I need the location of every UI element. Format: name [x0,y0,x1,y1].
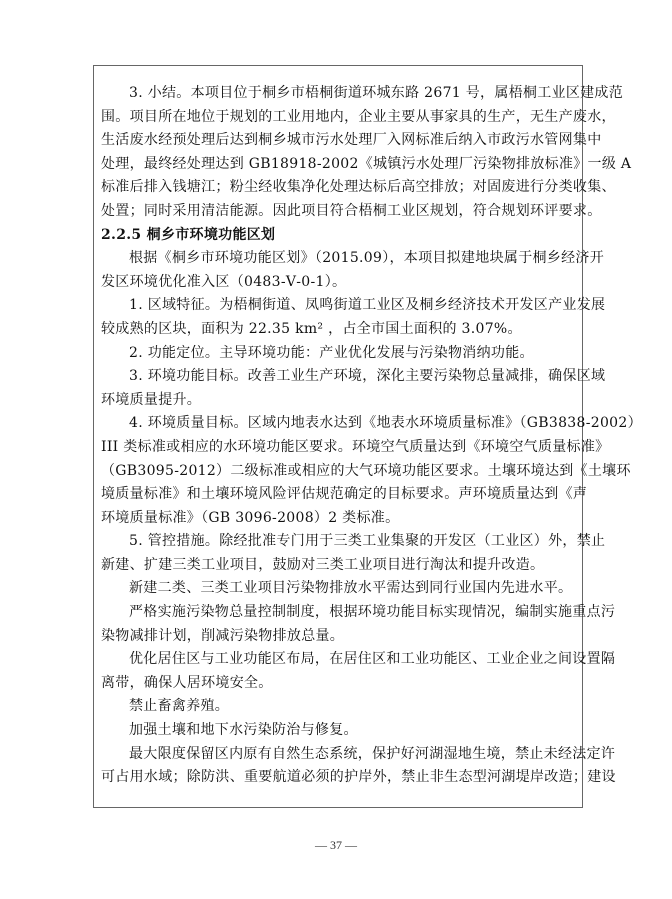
text-line: 处置；同时采用清洁能源。因此项目符合梧桐工业区规划，符合规划环评要求。 [101,202,602,219]
page-number: — 37 — [315,838,357,852]
text-line: 标准后排入钱塘江；粉尘经收集净化处理达标后高空排放；对固废进行分类收集、 [101,179,616,196]
text-line: 发区环境优化准入区（0483-Ⅴ-0-1）。 [101,273,347,290]
text-line: III 类标准或相应的水环境功能区要求。环境空气质量达到《环境空气质量标准》 [101,438,610,455]
paragraph [101,82,632,224]
text-line: 加强土壤和地下水污染防治与修复。 [129,722,358,739]
paragraph [101,530,606,577]
text-line: 处理，最终经处理达到 GB18918-2002《城镇污水处理厂污染物排放标准》一级 A [101,155,632,172]
text-line: 新建二类、三类工业项目污染物排放水平需达到同行业国内先进水平。 [129,580,573,597]
text-line: 染物减排计划，削减污染物排放总量。 [101,627,345,644]
text-line: 2.2.5 桐乡市环境功能区划 [101,226,276,243]
paragraph [101,365,606,412]
text-line: 严格实施污染物总量控制制度，根据环境功能目标实现情况，编制实施重点污 [129,604,616,621]
text-line: 优化居住区与工业功能区布局，在居住区和工业功能区、工业企业之间设置隔 [129,651,616,668]
paragraph [101,342,575,366]
content-frame [93,65,642,808]
text-line: 2. 功能定位。主导环境功能：产业优化发展与污染物消纳功能。 [129,344,534,361]
paragraph [101,648,616,695]
text-line: 离带，确保人居环境安全。 [101,674,273,691]
text-line: 1. 区域特征。为梧桐街道、凤鸣街道工业区及桐乡经济技术开发区产业发展 [129,297,606,314]
paragraph [101,294,606,341]
text-line: 新建、扩建三类工业项目，鼓励对三类工业项目进行淘汰和提升改造。 [101,556,545,573]
text-line: 5. 管控措施。除经批准专门用于三类工业集聚的开发区（工业区）外，禁止 [129,533,606,550]
paragraph [101,743,616,790]
paragraph [101,601,616,648]
text-line: 禁止畜禽养殖。 [129,698,230,715]
text-line: 围。项目所在地位于规划的工业用地内，企业主要从事家具的生产，无生产废水， [101,108,616,125]
paragraph [101,695,575,719]
text-line: 环境质量标准》（GB 3096-2008）2 类标准。 [101,509,400,526]
text-line: 较成熟的区块，面积为 22.35 km² ，占全市国土面积的 3.07%。 [101,320,522,337]
text-line: 环境质量提升。 [101,391,202,408]
paragraph [101,412,642,530]
text-line: 最大限度保留区内原有自然生态系统，保护好河湖湿地生境，禁止未经法定许 [129,745,616,762]
text-line: 境质量标准》和土壤环境风险评估规范确定的目标要求。声环境质量达到《声 [101,486,588,503]
paragraph [101,577,575,601]
text-line: （GB3095-2012）二级标准或相应的大气环境功能区要求。土壤环境达到《土壤环 [101,462,631,479]
text-line: 3. 环境功能目标。改善工业生产环境，深化主要污染物总量减排，确保区域 [129,368,606,385]
text-line: 根据《桐乡市环境功能区划》（2015.09），本项目拟建地块属于桐乡经济开 [129,250,604,267]
text-line: 生活废水经预处理后达到桐乡城市污水处理厂入网标准后纳入市政污水管网集中 [101,132,602,149]
paragraph [101,719,575,743]
text-line: 3. 小结。本项目位于桐乡市梧桐街道环城东路 2671 号，属梧桐工业区建成范 [129,85,624,101]
section-heading [101,224,575,248]
text-line: 可占用水域；除防洪、重要航道必须的护岸外，禁止非生态型河湖堤岸改造；建设 [101,769,616,786]
paragraph [101,247,604,294]
text-line: 4. 环境质量目标。区域内地表水达到《地表水环境质量标准》（GB3838-2002） [129,415,642,432]
